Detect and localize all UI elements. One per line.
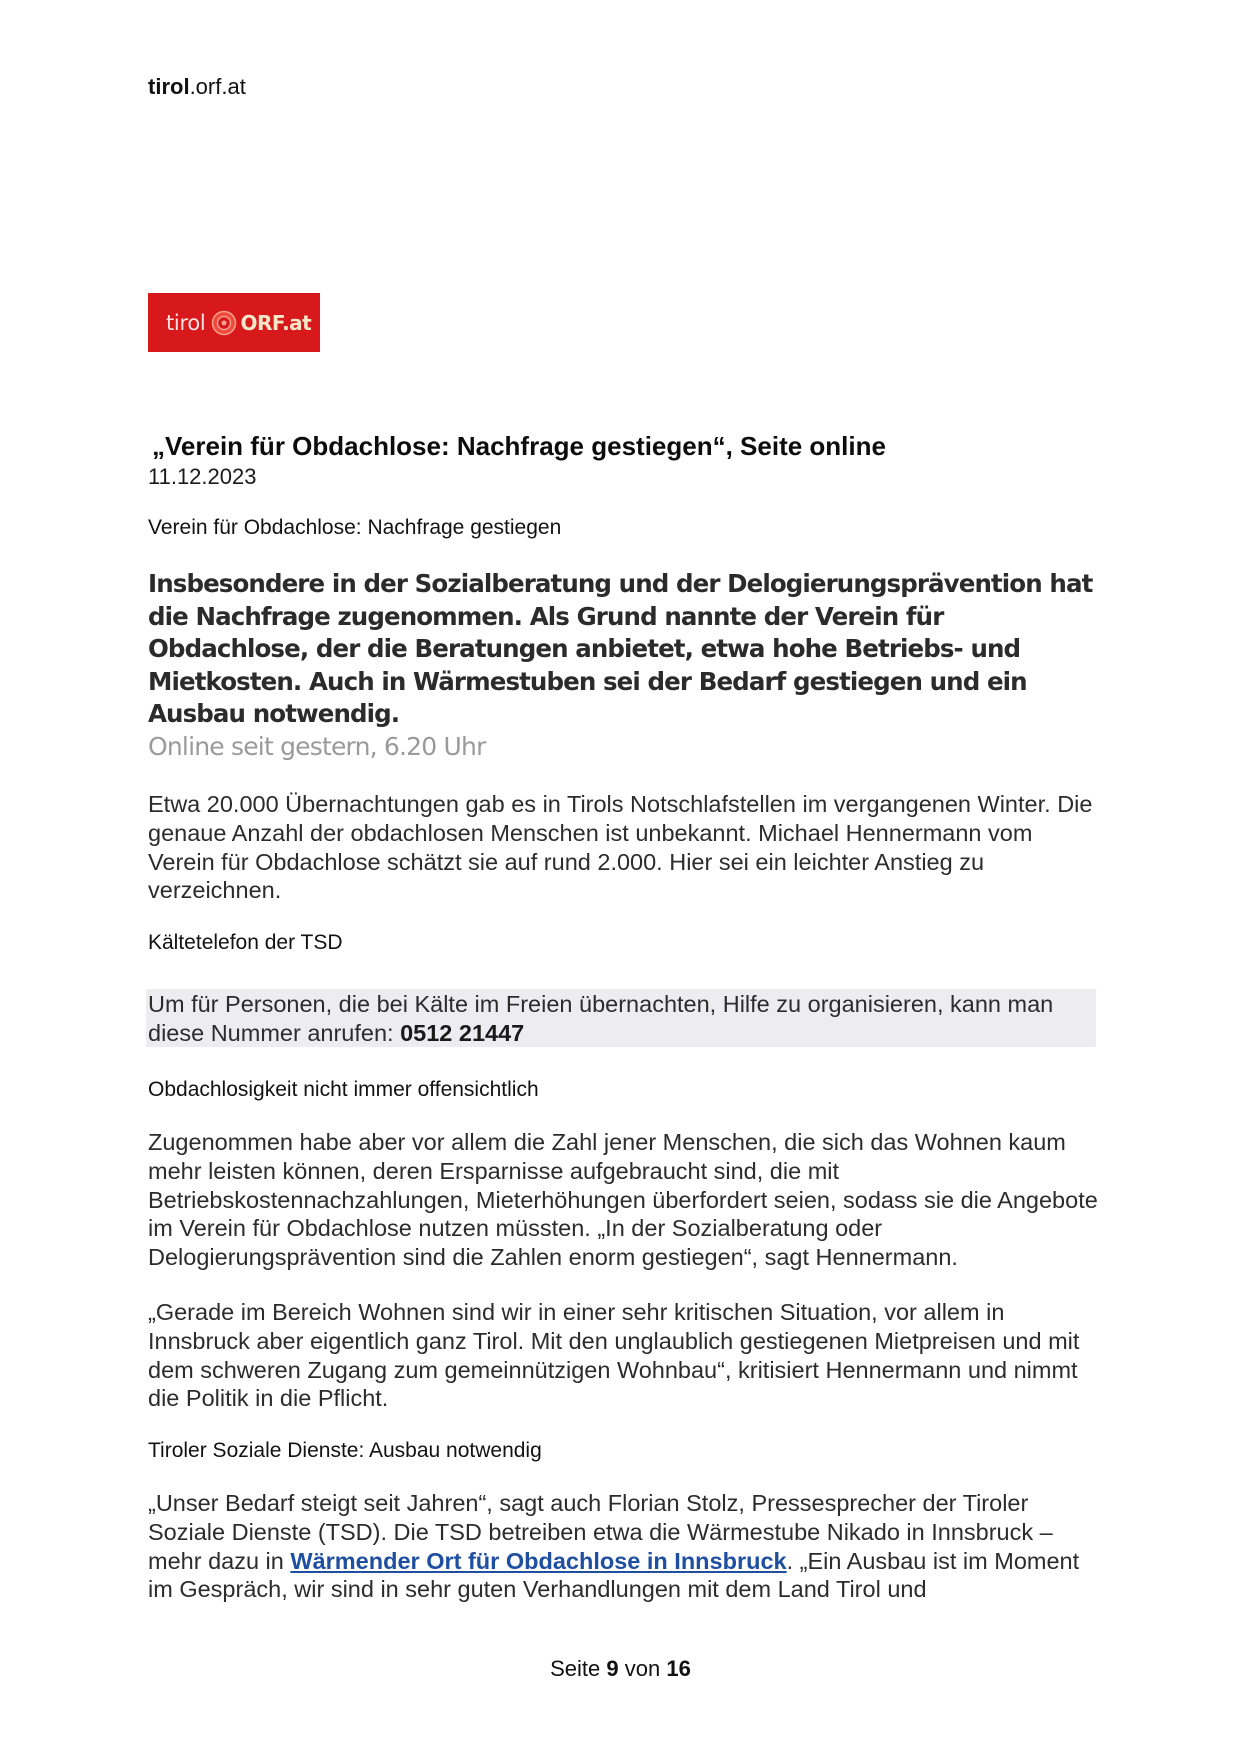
paragraph-2: Zugenommen habe aber vor allem die Zahl jener Menschen, die sich das Wohnen kaum mehr leisten können, deren Ersparnisse aufgebraucht sind, die mit Betriebskostennachzahlungen, Mieterhöhungen überfordert seien, sodass sie die Angebote im Verein für Obdachlose nutzen müssten. „In der Sozialberatung oder Delogierungsprävention sind die Zahlen enorm gestiegen“, sagt Hennermann. xyxy=(148,1129,1098,1271)
document-headline: „Verein für Obdachlose: Nachfrage gestiegen“, Seite online xyxy=(152,431,886,461)
article-timestamp: Online seit gestern, 6.20 Uhr xyxy=(148,732,486,761)
subhead-kaeltetelefon: Kältetelefon der TSD xyxy=(148,931,343,954)
logo-word: tirol xyxy=(166,310,206,335)
footer-total-pages: 16 xyxy=(666,1656,691,1681)
paragraph-4 xyxy=(148,1489,1098,1604)
subhead-tsd: Tiroler Soziale Dienste: Ausbau notwendig xyxy=(148,1439,542,1462)
site-domain-rest: .orf.at xyxy=(189,74,246,99)
tirol-orf-logo xyxy=(148,293,320,352)
article-lead: Insbesondere in der Sozialberatung und der Delogierungsprävention hat die Nachfrage zugenommen. Als Grund nannte der Verein für Obdachlose, der die Beratungen anbietet, etwa hohe Betriebs- und Mietkosten. Auch in Wärmestuben sei der Bedarf gestiegen und ein Ausbau notwendig. xyxy=(148,569,1093,728)
site-domain xyxy=(148,74,246,100)
page-footer xyxy=(0,1656,1241,1682)
info-box-text xyxy=(148,990,1093,1048)
subhead-obdachlosigkeit: Obdachlosigkeit nicht immer offensichtlich xyxy=(148,1078,539,1101)
paragraph-1: Etwa 20.000 Übernachtungen gab es in Tirols Notschlafstellen im vergangenen Winter. Die genaue Anzahl der obdachlosen Menschen ist unbekannt. Michael Hennermann vom Verein für Obdachlose schätzt sie auf rund 2.000. Hier sei ein leichter Anstieg zu verzeichnen. xyxy=(148,791,1093,904)
info-box-phone: 0512 21447 xyxy=(400,1019,525,1046)
footer-middle: von xyxy=(624,1656,661,1681)
site-domain-bold: tirol xyxy=(148,74,190,99)
info-box-body: Um für Personen, die bei Kälte im Freien übernachten, Hilfe zu organisieren, kann man diese Nummer anrufen: xyxy=(148,991,1054,1046)
footer-prefix: Seite xyxy=(550,1656,601,1681)
orf-eye-icon xyxy=(211,310,237,336)
waermender-ort-link[interactable]: Wärmender Ort für Obdachlose in Innsbruck xyxy=(290,1547,787,1574)
paragraph-4-before: „Unser Bedarf steigt seit Jahren“, sagt auch Florian Stolz, Pressesprecher der Tiroler Soziale Dienste (TSD). Die TSD betreiben etwa die Wärmestube Nikado in Innsbruck – mehr dazu in xyxy=(148,1490,1053,1574)
document-date: 11.12.2023 xyxy=(148,464,257,489)
logo-brand: ORF.at xyxy=(240,310,312,335)
paragraph-4-after: . „Ein Ausbau ist im Moment im Gespräch, wir sind in sehr guten Verhandlungen mit dem Land Tirol und xyxy=(148,1547,1080,1603)
article-title: Verein für Obdachlose: Nachfrage gestiegen xyxy=(148,516,562,539)
footer-page-number: 9 xyxy=(606,1656,619,1681)
paragraph-3: „Gerade im Bereich Wohnen sind wir in einer sehr kritischen Situation, vor allem in Innsbruck aber eigentlich ganz Tirol. Mit den unglaublich gestiegenen Mietpreisen und mit dem schweren Zugang zum gemeinnützigen Wohnbau“, kritisiert Hennermann und nimmt die Politik in die Pflicht. xyxy=(148,1299,1080,1412)
